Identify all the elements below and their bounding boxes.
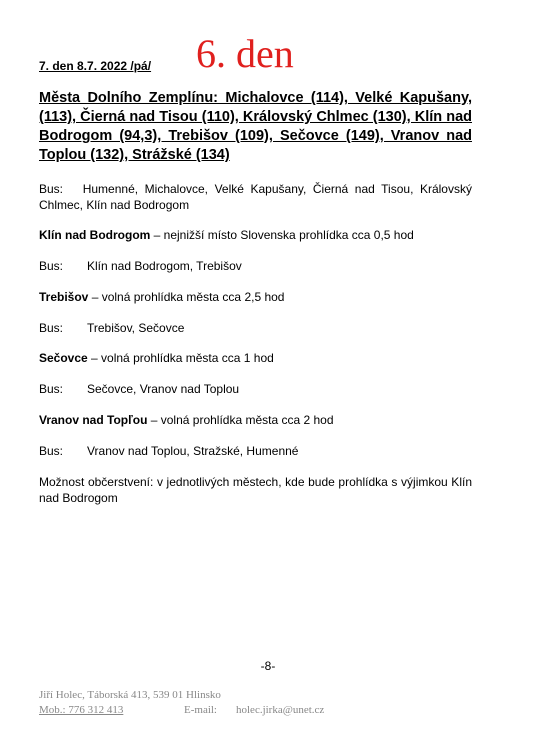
bus-route-text: Humenné, Michalovce, Velké Kapušany, Čierná nad Tisou, Královský Chlmec, Klín nad Bodrogom [39, 182, 472, 212]
stop-klin [39, 227, 472, 243]
footer-email[interactable]: holec.jirka@unet.cz [236, 704, 325, 716]
bus-label: Bus: [39, 382, 64, 396]
stop-name: Vranov nad Topľou [39, 413, 148, 427]
bus-label: Bus: [39, 321, 64, 335]
refreshment-note: Možnost občerstvení: v jednotlivých městech, kde bude prohlídka s výjimkou Klín nad Bodrogom [39, 475, 472, 505]
day-date: 7. den 8.7. 2022 /pá/ [39, 59, 152, 73]
bus-route-5 [39, 443, 472, 459]
stop-trebisov [39, 289, 472, 305]
footer-email-label: E-mail: [184, 704, 217, 716]
bus-route-text: Klín nad Bodrogom, Trebišov [87, 259, 242, 273]
stop-description: – nejnižší místo Slovenska prohlídka cca 0,5 hod [150, 228, 414, 242]
stop-secovce [39, 350, 472, 366]
stop-description: – volná prohlídka města cca 2,5 hod [88, 290, 285, 304]
bus-route-4 [39, 381, 472, 397]
section-title: Města Dolního Zemplínu: Michalovce (114), Velké Kapušany, (113), Čierná nad Tisou (110), Královský Chlmec (130), Klín nad Bodrogom (94,3), Trebišov (109), Sečovce (149), Vranov nad Toplou (132), Strážské (134) [39, 90, 472, 163]
stop-name: Trebišov [39, 290, 89, 304]
bus-route-3 [39, 320, 472, 336]
bus-route-1 [39, 181, 472, 213]
stop-vranov [39, 412, 472, 428]
bus-label: Bus: [39, 182, 64, 196]
stop-description: – volná prohlídka města cca 1 hod [87, 351, 274, 365]
bus-route-text: Trebišov, Sečovce [87, 321, 185, 335]
bus-route-text: Vranov nad Toplou, Stražské, Humenné [87, 444, 299, 458]
footer-mobile: Mob.: 776 312 413 [39, 704, 124, 716]
footer-address: Jiří Holec, Táborská 413, 539 01 Hlinsko [39, 689, 221, 701]
stop-name: Klín nad Bodrogom [39, 228, 151, 242]
day-number-heading: 6. den [196, 31, 294, 76]
bus-route-2 [39, 258, 472, 274]
bus-route-text: Sečovce, Vranov nad Toplou [87, 382, 240, 396]
stop-description: – volná prohlídka města cca 2 hod [147, 413, 334, 427]
bus-label: Bus: [39, 259, 64, 273]
stop-name: Sečovce [39, 351, 88, 365]
bus-label: Bus: [39, 444, 64, 458]
page-number: -8- [260, 659, 276, 673]
